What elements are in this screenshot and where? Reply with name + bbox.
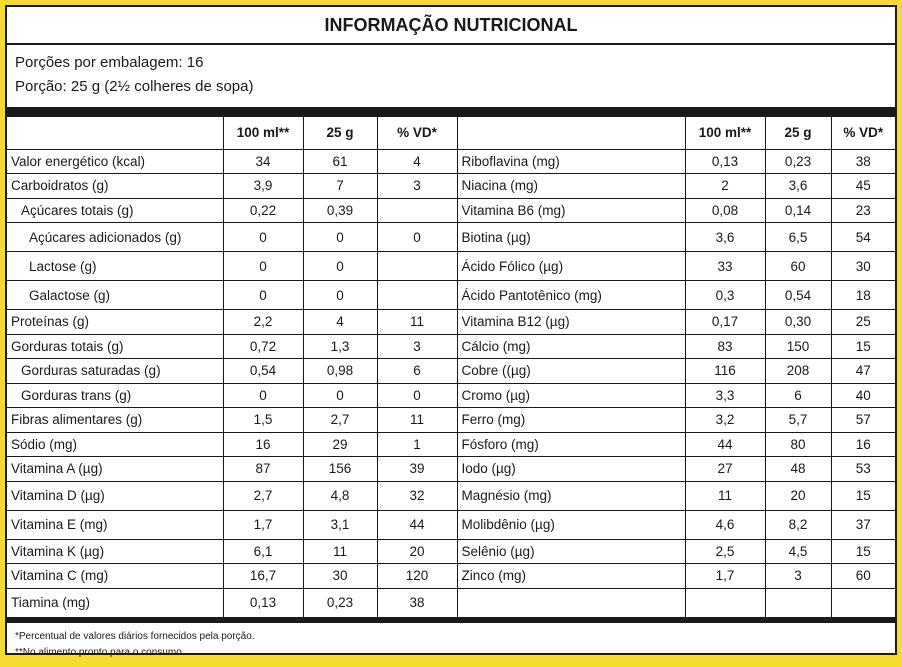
left-value-25g: 7 <box>303 174 377 199</box>
left-nutrient-label: Gorduras trans (g) <box>7 383 223 408</box>
left-value-25g: 30 <box>303 564 377 589</box>
right-value-25g: 3 <box>765 564 831 589</box>
left-value-100ml: 0,72 <box>223 334 303 359</box>
left-value-25g: 1,3 <box>303 334 377 359</box>
right-value-vd: 53 <box>831 457 895 482</box>
right-nutrient-label: Ácido Pantotênico (mg) <box>457 281 685 310</box>
left-nutrient-label: Valor energético (kcal) <box>7 149 223 174</box>
right-value-100ml: 2,5 <box>685 539 765 564</box>
right-value-100ml: 33 <box>685 252 765 281</box>
left-nutrient-label: Açúcares adicionados (g) <box>7 223 223 252</box>
right-value-vd: 15 <box>831 334 895 359</box>
left-value-100ml: 0 <box>223 252 303 281</box>
left-value-25g: 0 <box>303 223 377 252</box>
right-value-100ml: 44 <box>685 432 765 457</box>
left-value-vd: 11 <box>377 310 457 335</box>
table-row <box>7 432 895 457</box>
left-value-25g: 61 <box>303 149 377 174</box>
left-value-100ml: 0,13 <box>223 588 303 617</box>
right-value-vd: 47 <box>831 359 895 384</box>
left-value-25g: 0 <box>303 383 377 408</box>
right-value-25g: 0,54 <box>765 281 831 310</box>
left-nutrient-label: Vitamina E (mg) <box>7 510 223 539</box>
right-value-100ml: 27 <box>685 457 765 482</box>
right-value-vd: 15 <box>831 481 895 510</box>
right-value-25g: 4,5 <box>765 539 831 564</box>
right-value-25g: 5,7 <box>765 408 831 433</box>
right-value-25g: 0,14 <box>765 198 831 223</box>
left-value-vd <box>377 198 457 223</box>
left-value-100ml: 87 <box>223 457 303 482</box>
left-value-vd: 0 <box>377 383 457 408</box>
table-row <box>7 457 895 482</box>
table-row <box>7 383 895 408</box>
right-value-100ml: 3,2 <box>685 408 765 433</box>
left-value-25g: 0,23 <box>303 588 377 617</box>
header-empty-left <box>7 117 223 149</box>
label-title: INFORMAÇÃO NUTRICIONAL <box>7 7 895 45</box>
right-nutrient-label: Iodo (µg) <box>457 457 685 482</box>
table-row <box>7 359 895 384</box>
left-value-vd: 39 <box>377 457 457 482</box>
right-value-100ml: 3,6 <box>685 223 765 252</box>
left-value-vd: 11 <box>377 408 457 433</box>
table-header-row <box>7 117 895 149</box>
right-value-vd: 60 <box>831 564 895 589</box>
right-nutrient-label: Vitamina B12 (µg) <box>457 310 685 335</box>
right-nutrient-label: Cálcio (mg) <box>457 334 685 359</box>
right-value-100ml: 0,13 <box>685 149 765 174</box>
right-value-100ml: 2 <box>685 174 765 199</box>
left-value-100ml: 3,9 <box>223 174 303 199</box>
right-value-vd: 30 <box>831 252 895 281</box>
right-value-100ml: 4,6 <box>685 510 765 539</box>
table-row <box>7 564 895 589</box>
right-value-25g: 60 <box>765 252 831 281</box>
left-value-vd <box>377 252 457 281</box>
left-value-25g: 0 <box>303 252 377 281</box>
right-value-100ml: 0,3 <box>685 281 765 310</box>
left-value-vd: 6 <box>377 359 457 384</box>
right-nutrient-label: Vitamina B6 (mg) <box>457 198 685 223</box>
right-value-25g: 6 <box>765 383 831 408</box>
left-value-vd: 32 <box>377 481 457 510</box>
left-nutrient-label: Galactose (g) <box>7 281 223 310</box>
right-nutrient-label <box>457 588 685 617</box>
footnote-ready: **No alimento pronto para o consumo <box>15 647 182 658</box>
left-value-25g: 0 <box>303 281 377 310</box>
right-value-25g: 48 <box>765 457 831 482</box>
left-nutrient-label: Vitamina K (µg) <box>7 539 223 564</box>
right-value-25g: 8,2 <box>765 510 831 539</box>
table-row <box>7 481 895 510</box>
left-value-100ml: 34 <box>223 149 303 174</box>
left-value-25g: 29 <box>303 432 377 457</box>
left-nutrient-label: Sódio (mg) <box>7 432 223 457</box>
left-value-vd: 120 <box>377 564 457 589</box>
left-nutrient-label: Proteínas (g) <box>7 310 223 335</box>
right-nutrient-label: Ferro (mg) <box>457 408 685 433</box>
right-value-25g: 150 <box>765 334 831 359</box>
table-row <box>7 588 895 617</box>
left-value-100ml: 16,7 <box>223 564 303 589</box>
table-row <box>7 281 895 310</box>
left-value-25g: 0,98 <box>303 359 377 384</box>
left-value-100ml: 0,54 <box>223 359 303 384</box>
left-value-vd: 44 <box>377 510 457 539</box>
table-row <box>7 223 895 252</box>
right-value-100ml: 0,08 <box>685 198 765 223</box>
left-nutrient-label: Vitamina C (mg) <box>7 564 223 589</box>
left-value-25g: 4,8 <box>303 481 377 510</box>
table-row <box>7 539 895 564</box>
left-nutrient-label: Vitamina A (µg) <box>7 457 223 482</box>
right-nutrient-label: Magnésio (mg) <box>457 481 685 510</box>
left-value-vd: 3 <box>377 174 457 199</box>
right-value-100ml: 83 <box>685 334 765 359</box>
right-value-vd: 16 <box>831 432 895 457</box>
left-nutrient-label: Carboidratos (g) <box>7 174 223 199</box>
left-value-100ml: 0 <box>223 281 303 310</box>
table-row <box>7 252 895 281</box>
left-value-25g: 11 <box>303 539 377 564</box>
right-nutrient-label: Biotina (µg) <box>457 223 685 252</box>
nutrition-facts-label <box>5 5 897 658</box>
footnotes <box>7 623 895 667</box>
table-row <box>7 149 895 174</box>
right-nutrient-label: Niacina (mg) <box>457 174 685 199</box>
right-value-vd: 25 <box>831 310 895 335</box>
footnote-vd: *Percentual de valores diários fornecidos pela porção. <box>15 631 255 642</box>
right-value-100ml <box>685 588 765 617</box>
right-value-100ml: 1,7 <box>685 564 765 589</box>
right-value-vd: 15 <box>831 539 895 564</box>
left-value-vd: 1 <box>377 432 457 457</box>
table-row <box>7 334 895 359</box>
left-nutrient-label: Gorduras saturadas (g) <box>7 359 223 384</box>
right-nutrient-label: Fósforo (mg) <box>457 432 685 457</box>
table-row <box>7 510 895 539</box>
left-nutrient-label: Fibras alimentares (g) <box>7 408 223 433</box>
right-value-vd: 57 <box>831 408 895 433</box>
nutrition-table <box>7 117 895 617</box>
left-value-100ml: 0,22 <box>223 198 303 223</box>
right-value-100ml: 3,3 <box>685 383 765 408</box>
left-value-25g: 3,1 <box>303 510 377 539</box>
left-value-vd: 3 <box>377 334 457 359</box>
divider-bar <box>7 109 895 117</box>
right-nutrient-label: Cobre ((µg) <box>457 359 685 384</box>
left-nutrient-label: Vitamina D (µg) <box>7 481 223 510</box>
left-nutrient-label: Tiamina (mg) <box>7 588 223 617</box>
header-25g-left: 25 g <box>303 117 377 149</box>
left-value-100ml: 2,2 <box>223 310 303 335</box>
right-value-25g: 3,6 <box>765 174 831 199</box>
right-value-25g: 6,5 <box>765 223 831 252</box>
right-nutrient-label: Selênio (µg) <box>457 539 685 564</box>
table-row <box>7 198 895 223</box>
right-value-25g: 0,23 <box>765 149 831 174</box>
right-value-100ml: 11 <box>685 481 765 510</box>
left-value-100ml: 0 <box>223 223 303 252</box>
left-value-100ml: 1,5 <box>223 408 303 433</box>
left-value-100ml: 0 <box>223 383 303 408</box>
left-value-100ml: 6,1 <box>223 539 303 564</box>
left-nutrient-label: Lactose (g) <box>7 252 223 281</box>
left-value-25g: 2,7 <box>303 408 377 433</box>
left-value-vd <box>377 281 457 310</box>
left-value-vd: 20 <box>377 539 457 564</box>
header-vd-left: % VD* <box>377 117 457 149</box>
table-row <box>7 310 895 335</box>
right-value-vd <box>831 588 895 617</box>
right-value-25g <box>765 588 831 617</box>
left-value-25g: 4 <box>303 310 377 335</box>
left-value-vd: 38 <box>377 588 457 617</box>
right-value-vd: 23 <box>831 198 895 223</box>
serving-size: Porção: 25 g (2½ colheres de sopa) <box>15 78 254 95</box>
right-value-vd: 18 <box>831 281 895 310</box>
left-nutrient-label: Gorduras totais (g) <box>7 334 223 359</box>
left-value-100ml: 2,7 <box>223 481 303 510</box>
right-value-25g: 208 <box>765 359 831 384</box>
right-value-vd: 37 <box>831 510 895 539</box>
header-empty-right <box>457 117 685 149</box>
header-vd-right: % VD* <box>831 117 895 149</box>
right-value-vd: 38 <box>831 149 895 174</box>
serving-info <box>7 45 895 109</box>
left-value-100ml: 1,7 <box>223 510 303 539</box>
left-value-25g: 156 <box>303 457 377 482</box>
right-nutrient-label: Zinco (mg) <box>457 564 685 589</box>
servings-per-package: Porções por embalagem: 16 <box>15 54 204 71</box>
right-value-vd: 54 <box>831 223 895 252</box>
header-100ml-left: 100 ml** <box>223 117 303 149</box>
right-value-vd: 45 <box>831 174 895 199</box>
right-nutrient-label: Molibdênio (µg) <box>457 510 685 539</box>
header-100ml-right: 100 ml** <box>685 117 765 149</box>
left-nutrient-label: Açúcares totais (g) <box>7 198 223 223</box>
right-nutrient-label: Ácido Fólico (µg) <box>457 252 685 281</box>
right-value-100ml: 116 <box>685 359 765 384</box>
left-value-vd: 0 <box>377 223 457 252</box>
table-row <box>7 408 895 433</box>
right-value-vd: 40 <box>831 383 895 408</box>
left-value-100ml: 16 <box>223 432 303 457</box>
right-nutrient-label: Riboflavina (mg) <box>457 149 685 174</box>
left-value-25g: 0,39 <box>303 198 377 223</box>
table-row <box>7 174 895 199</box>
right-nutrient-label: Cromo (µg) <box>457 383 685 408</box>
left-value-vd: 4 <box>377 149 457 174</box>
right-value-25g: 20 <box>765 481 831 510</box>
right-value-25g: 80 <box>765 432 831 457</box>
header-25g-right: 25 g <box>765 117 831 149</box>
nutrition-table-body <box>7 117 895 617</box>
right-value-100ml: 0,17 <box>685 310 765 335</box>
right-value-25g: 0,30 <box>765 310 831 335</box>
